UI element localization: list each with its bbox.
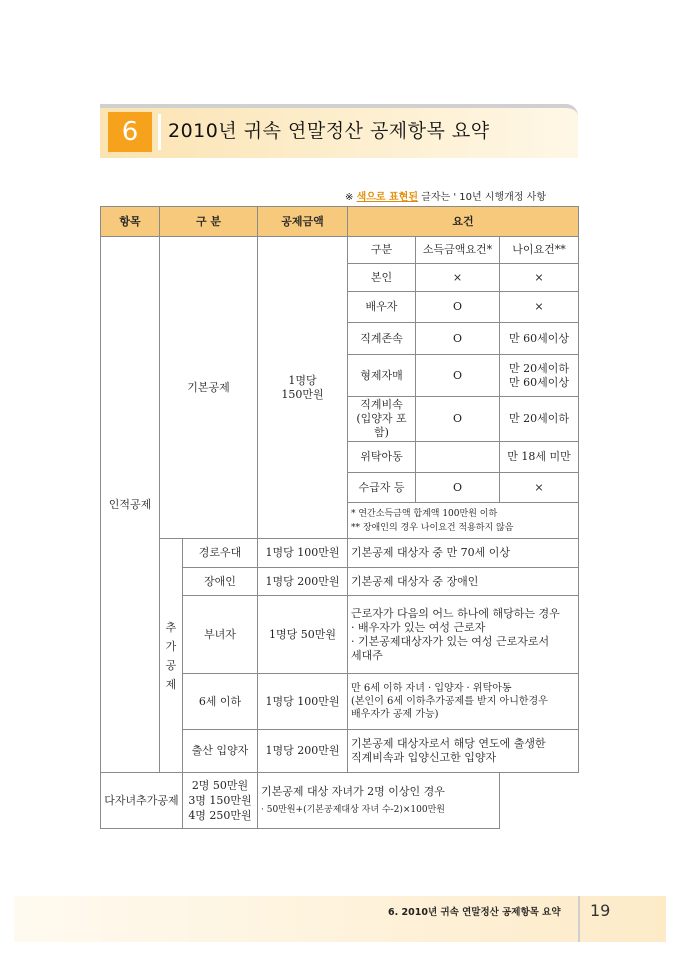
multichild-requirement-formula: · 50만원+(기본공제대상 자녀 수-2)×100만원 [261,805,445,815]
basic-deduction-label: 기본공제 [160,237,258,539]
basic-type: 위탁아동 [348,442,416,473]
basic-age: 만 60세이상 [500,323,579,355]
sub-header-type: 구분 [348,237,416,264]
category-personal: 인적공제 [101,237,160,773]
basic-age: 만 20세이하 만 60세이상 [500,355,579,397]
multichild-label: 다자녀추가공제 [101,773,183,829]
table-row [101,773,579,829]
additional-requirement: 만 6세 이하 자녀 · 입양자 · 위탁아동 (본인이 6세 이하추가공제를 받지 아니한경우 배우자가 공제 가능) [348,674,579,730]
basic-age: × [500,264,579,292]
multichild-requirement [258,773,500,829]
multichild-amount: 2명 50만원 3명 150만원 4명 250만원 [183,773,258,829]
additional-amount: 1명당 100만원 [258,674,348,730]
additional-amount: 1명당 100만원 [258,539,348,568]
page-footer-band [14,896,666,942]
additional-deduction-label [160,539,183,773]
basic-type: 직계비속 (입양자 포함) [348,397,416,442]
basic-income: O [416,292,500,323]
basic-income [416,442,500,473]
additional-name: 출산 입양자 [183,730,258,773]
section-number: 6 [108,112,152,152]
additional-requirement: 기본공제 대상자 중 만 70세 이상 [348,539,579,568]
basic-age: × [500,473,579,503]
additional-label-char: 추 [165,620,177,634]
additional-name: 부녀자 [183,596,258,674]
note-highlight: 색으로 표현된 [356,192,419,203]
note-suffix: 글자는 ' 10년 시행개정 사항 [418,192,546,203]
footer-chapter-title: 6. 2010년 귀속 연말정산 공제항목 요약 [388,907,561,918]
basic-type: 본인 [348,264,416,292]
sub-header-income: 소득금액요건* [416,237,500,264]
basic-type: 직계존속 [348,323,416,355]
title-divider [158,114,161,150]
basic-age: 만 20세이하 [500,397,579,442]
basic-income: O [416,355,500,397]
footer-divider [578,896,580,942]
basic-deduction-amount: 1명당 150만원 [258,237,348,539]
additional-label-char: 제 [165,677,177,691]
additional-name: 장애인 [183,568,258,596]
additional-requirement: 기본공제 대상자로서 해당 연도에 출생한 직계비속과 입양신고한 입양자 [348,730,579,773]
header-division: 구 분 [160,207,258,237]
basic-age: × [500,292,579,323]
basic-income: O [416,323,500,355]
multichild-requirement-main: 기본공제 대상 자녀가 2명 이상인 경우 [261,785,445,798]
section-title: 2010년 귀속 연말정산 공제항목 요약 [168,120,490,142]
note-prefix: ※ [345,192,357,203]
basic-footnote: * 연간소득금액 합계액 100만원 이하 ** 장애인의 경우 나이요건 적용하지 않음 [348,503,579,539]
additional-requirement: 근로자가 다음의 어느 하나에 해당하는 경우 · 배우자가 있는 여성 근로자 · 기본공제대상자가 있는 여성 근로자로서 세대주 [348,596,579,674]
basic-type: 배우자 [348,292,416,323]
table-header-row [101,207,579,237]
basic-type: 형제자매 [348,355,416,397]
table-row [101,237,579,264]
additional-label-char: 공 [165,658,177,672]
additional-requirement: 기본공제 대상자 중 장애인 [348,568,579,596]
additional-label-char: 가 [165,639,177,653]
sub-header-age: 나이요건** [500,237,579,264]
additional-name: 6세 이하 [183,674,258,730]
basic-income: × [416,264,500,292]
basic-income: O [416,397,500,442]
page-number: 19 [590,901,611,920]
basic-type: 수급자 등 [348,473,416,503]
additional-amount: 1명당 50만원 [258,596,348,674]
additional-name: 경로우대 [183,539,258,568]
revision-note [345,188,546,203]
header-category: 항목 [101,207,160,237]
header-amount: 공제금액 [258,207,348,237]
additional-amount: 1명당 200만원 [258,730,348,773]
table-row [101,539,579,568]
header-requirement: 요건 [348,207,579,237]
deduction-summary-table [100,206,579,829]
basic-income: O [416,473,500,503]
additional-amount: 1명당 200만원 [258,568,348,596]
basic-age: 만 18세 미만 [500,442,579,473]
